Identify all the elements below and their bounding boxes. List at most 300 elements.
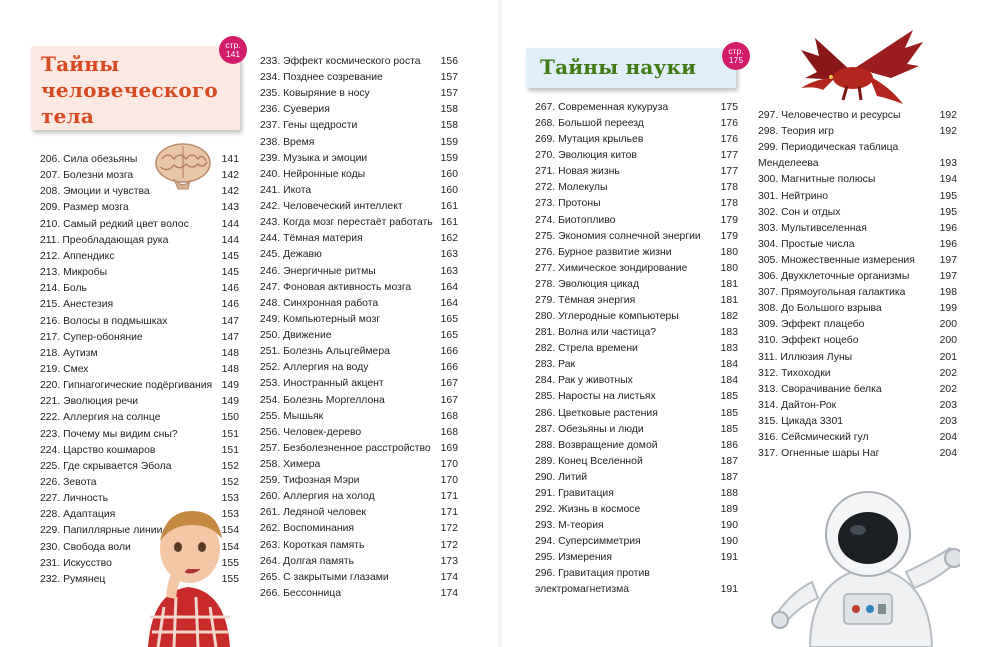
toc-entry-title: 225. Где скрывается Эбола: [40, 460, 172, 472]
toc-entry[interactable]: [535, 311, 738, 325]
toc-entry-title: 221. Эволюция речи: [40, 396, 139, 408]
dragon-illustration: [795, 28, 925, 108]
toc-entry-title: 298. Теория игр: [758, 126, 834, 138]
toc-entry-page: 190: [720, 536, 738, 548]
section-header-science: [526, 48, 736, 88]
toc-entry-page: 197: [939, 254, 957, 266]
badge-page: 141: [225, 49, 241, 59]
toc-entry-title: 232. Румянец: [40, 573, 106, 585]
toc-entry-title: 306. Двухклеточные организмы: [758, 271, 910, 282]
toc-entry-title: 303. Мультивселенная: [758, 222, 867, 234]
toc-entry-page: 142: [221, 186, 239, 198]
toc-entry-title: 215. Анестезия: [40, 299, 114, 311]
toc-entry-page: 179: [720, 230, 738, 242]
toc-entry-title: 251. Болезнь Альцгеймера: [260, 346, 390, 358]
toc-entry-page: 175: [720, 102, 738, 113]
toc-entry[interactable]: [535, 247, 738, 261]
toc-entry[interactable]: [260, 523, 458, 537]
toc-entry-page: 172: [440, 539, 458, 551]
toc-entry[interactable]: [535, 198, 738, 212]
toc-entry-page: 165: [440, 330, 458, 342]
toc-entry-title: 231. Искусство: [40, 557, 112, 569]
toc-entry-page: 177: [720, 166, 738, 178]
toc-entry-title: 241. Икота: [260, 184, 312, 196]
toc-entry-title: 249. Компьютерный мозг: [260, 313, 381, 325]
right-page: [500, 0, 1000, 647]
toc-entry-page: 185: [720, 423, 738, 435]
toc-entry-page: 203: [939, 399, 957, 411]
toc-entry-page: 155: [221, 557, 239, 569]
toc-entry[interactable]: [260, 362, 458, 376]
toc-entry-title: 244. Тёмная материя: [260, 233, 363, 245]
toc-entry-page: 178: [720, 198, 738, 210]
toc-entry[interactable]: [758, 416, 957, 430]
toc-entry-title: 275. Экономия солнечной энергии: [535, 230, 701, 242]
toc-entry[interactable]: [535, 375, 738, 389]
toc-entry[interactable]: [758, 319, 957, 333]
toc-entry-title: 308. До Большого взрыва: [758, 303, 882, 315]
toc-entry[interactable]: [758, 110, 957, 124]
toc-entry-page: 199: [939, 303, 957, 315]
toc-entry-title: 250. Движение: [260, 330, 332, 342]
toc-entry[interactable]: [260, 330, 458, 344]
toc-entry-page: 141: [221, 154, 239, 165]
toc-entry[interactable]: [535, 231, 738, 245]
toc-entry[interactable]: [535, 488, 738, 502]
toc-entry-title: 272. Молекулы: [535, 182, 608, 194]
toc-entry-page: 176: [720, 118, 738, 130]
toc-entry[interactable]: [758, 223, 957, 237]
toc-entry-title: 220. Гипнагогические подёргивания: [40, 380, 213, 392]
toc-entry[interactable]: [758, 303, 957, 317]
toc-entry-title: 305. Множественные измерения: [758, 254, 915, 266]
toc-entry-title: 208. Эмоции и чувства: [40, 186, 150, 198]
toc-entry[interactable]: [260, 346, 458, 360]
toc-entry[interactable]: [260, 217, 458, 231]
toc-entry-title: 214. Боль: [40, 283, 87, 295]
toc-entry-page: 148: [221, 363, 239, 375]
toc-entry-title: 301. Нейтрино: [758, 190, 829, 202]
toc-entry[interactable]: [260, 88, 458, 102]
toc-entry-page: 204: [939, 432, 957, 443]
toc-entry-page: 145: [221, 250, 239, 262]
toc-entry-page: 157: [440, 88, 458, 100]
toc-entry-title: 248. Синхронная работа: [260, 297, 379, 309]
toc-entry-page: 187: [720, 471, 738, 483]
toc-entry[interactable]: [40, 235, 239, 249]
toc-entry-page: 151: [221, 428, 239, 440]
toc-entry[interactable]: [535, 263, 738, 277]
toc-entry-title: Менделеева: [758, 158, 819, 170]
toc-entry-title: 313. Сворачивание белка: [758, 383, 882, 395]
toc-entry[interactable]: [758, 174, 957, 188]
toc-entry[interactable]: [260, 153, 458, 167]
toc-entry-title: 287. Обезьяны и люди: [535, 423, 644, 435]
toc-entry-page: 160: [440, 168, 458, 180]
toc-entry-page: 150: [221, 412, 239, 424]
toc-entry-title: 279. Тёмная энергия: [535, 294, 636, 306]
toc-entry[interactable]: [535, 408, 738, 422]
toc-entry[interactable]: [260, 314, 458, 328]
toc-entry[interactable]: [40, 364, 239, 378]
toc-entry-page: 200: [939, 335, 957, 347]
toc-entry[interactable]: [260, 556, 458, 570]
toc-entry-title: 310. Эффект ноцебо: [758, 335, 859, 347]
toc-entry-page: 144: [221, 234, 239, 246]
toc-entry-page: 149: [221, 396, 239, 408]
toc-entry[interactable]: [535, 215, 738, 229]
toc-entry[interactable]: [260, 185, 458, 199]
badge-page: 175: [728, 55, 744, 65]
toc-entry-page: 164: [440, 281, 458, 293]
toc-entry-page: 184: [720, 359, 738, 371]
toc-entry-page: 194: [939, 174, 957, 186]
toc-entry-page: 155: [221, 573, 239, 585]
toc-entry-title: 238. Время: [260, 136, 315, 148]
toc-entry[interactable]: [40, 493, 239, 507]
toc-entry-page: 192: [939, 126, 957, 138]
toc-entry[interactable]: [40, 299, 239, 313]
toc-entry-title: 260. Аллергия на холод: [260, 491, 375, 503]
toc-entry-title: 210. Самый редкий цвет волос: [40, 218, 189, 230]
toc-entry[interactable]: [260, 120, 458, 134]
toc-entry[interactable]: [758, 400, 957, 414]
toc-entry-title: 264. Долгая память: [260, 555, 355, 567]
toc-entry-page: 151: [221, 444, 239, 456]
toc-entry-title: 261. Ледяной человек: [260, 507, 366, 519]
toc-entry[interactable]: [40, 219, 239, 233]
toc-entry-page: 171: [440, 507, 458, 519]
toc-entry-page: 149: [221, 380, 239, 392]
toc-entry-title: 246. Энергичные ритмы: [260, 265, 376, 277]
toc-entry-page: 196: [939, 238, 957, 250]
toc-entry-title: 273. Протоны: [535, 198, 601, 210]
toc-entry-title: 270. Эволюция китов: [535, 150, 637, 162]
toc-entry-page: 165: [440, 313, 458, 325]
toc-entry-page: 183: [720, 343, 738, 355]
toc-entry-page: 186: [720, 439, 738, 451]
toc-entry-page: 156: [440, 56, 458, 67]
toc-entry-title: 262. Воспоминания: [260, 523, 355, 535]
toc-entry[interactable]: [758, 142, 957, 156]
toc-entry[interactable]: [535, 536, 738, 550]
toc-entry[interactable]: [260, 201, 458, 215]
toc-entry[interactable]: [260, 249, 458, 263]
toc-entry-page: 190: [720, 520, 738, 532]
toc-entry[interactable]: [758, 255, 957, 269]
toc-entry-page: 147: [221, 315, 239, 327]
toc-entry[interactable]: [260, 507, 458, 521]
toc-entry[interactable]: [758, 432, 957, 446]
toc-entry-title: 219. Смех: [40, 363, 89, 375]
toc-entry[interactable]: [535, 182, 738, 196]
toc-entry-page: 192: [939, 110, 957, 121]
toc-entry-title: 227. Личность: [40, 493, 109, 505]
toc-entry-page: 154: [221, 525, 239, 537]
toc-entry-page: 193: [939, 158, 957, 170]
toc-entry[interactable]: [535, 584, 738, 598]
toc-entry[interactable]: [260, 282, 458, 296]
toc-entry[interactable]: [758, 368, 957, 382]
toc-entry[interactable]: [535, 424, 738, 438]
toc-entry-page: 159: [440, 152, 458, 164]
toc-entry-page: 176: [720, 134, 738, 146]
toc-entry-title: 294. Суперсимметрия: [535, 536, 641, 548]
toc-entry-page: 158: [440, 120, 458, 132]
toc-entry-title: 282. Стрела времени: [535, 343, 638, 355]
toc-entry[interactable]: [260, 266, 458, 280]
toc-entry-page: 158: [440, 104, 458, 116]
toc-entry[interactable]: [40, 316, 239, 330]
toc-entry[interactable]: [40, 380, 239, 394]
toc-entry[interactable]: [40, 202, 239, 216]
toc-entry[interactable]: [260, 427, 458, 441]
toc-entry-page: 183: [720, 327, 738, 339]
toc-entry-page: 184: [720, 375, 738, 387]
toc-entry-title: 295. Измерения: [535, 552, 612, 564]
toc-entry-page: 191: [720, 552, 738, 564]
toc-entry-title: 218. Аутизм: [40, 347, 98, 359]
toc-entry[interactable]: [260, 169, 458, 183]
toc-entry-title: 257. Безболезненное расстройство: [260, 442, 431, 454]
toc-entry-page: 163: [440, 249, 458, 261]
toc-entry-page: 153: [221, 493, 239, 505]
toc-entry[interactable]: [260, 588, 458, 602]
toc-entry-title: 256. Человек-дерево: [260, 426, 362, 438]
toc-entry[interactable]: [260, 411, 458, 425]
toc-entry[interactable]: [535, 504, 738, 518]
toc-entry[interactable]: [260, 104, 458, 118]
toc-entry-title: 289. Конец Вселенной: [535, 455, 643, 467]
toc-entry-title: 211. Преобладающая рука: [40, 234, 169, 246]
toc-entry-page: 164: [440, 297, 458, 309]
toc-entry-page: 152: [221, 477, 239, 488]
toc-entry[interactable]: [535, 391, 738, 405]
toc-entry-title: 234. Позднее созревание: [260, 72, 383, 84]
toc-entry-title: 209. Размер мозга: [40, 202, 129, 214]
toc-entry-title: 255. Мышьяк: [260, 410, 324, 422]
toc-entry-title: 237. Гены щедрости: [260, 120, 358, 132]
toc-entry-page: 202: [939, 383, 957, 395]
toc-entry[interactable]: [535, 456, 738, 470]
toc-entry[interactable]: [40, 267, 239, 281]
toc-entry-page: 195: [939, 206, 957, 218]
toc-entry[interactable]: [260, 459, 458, 473]
toc-entry[interactable]: [535, 118, 738, 132]
toc-entry[interactable]: [535, 102, 738, 116]
toc-entry[interactable]: [260, 475, 458, 489]
toc-entry[interactable]: [40, 461, 239, 475]
toc-entry-page: 147: [221, 331, 239, 343]
toc-entry-title: 307. Прямоугольная галактика: [758, 287, 906, 299]
toc-entry-page: 182: [720, 311, 738, 323]
toc-entry-title: 247. Фоновая активность мозга: [260, 281, 412, 293]
toc-entry-title: 206. Сила обезьяны: [40, 154, 138, 165]
toc-entry-page: 191: [720, 584, 738, 596]
toc-entry-title: 309. Эффект плацебо: [758, 319, 865, 331]
toc-entry-title: 283. Рак: [535, 359, 576, 371]
toc-entry-title: электромагнетизма: [535, 584, 630, 596]
toc-entry[interactable]: [535, 327, 738, 341]
toc-entry[interactable]: [260, 378, 458, 392]
toc-entry-page: 167: [440, 378, 458, 390]
toc-entry-page: 204: [939, 448, 957, 460]
toc-entry-page: 142: [221, 170, 239, 182]
toc-entry[interactable]: [758, 271, 957, 285]
toc-entry-title: 229. Папиллярные линии: [40, 525, 163, 537]
toc-entry-title: 228. Адаптация: [40, 509, 116, 521]
toc-entry[interactable]: [260, 298, 458, 312]
toc-entry[interactable]: [40, 251, 239, 265]
toc-entry-page: 172: [440, 523, 458, 535]
toc-entry-title: 216. Волосы в подмышках: [40, 315, 168, 327]
toc-entry-title: 254. Болезнь Моргеллона: [260, 394, 385, 406]
toc-entry-title: 304. Простые числа: [758, 238, 855, 250]
toc-entry-title: 233. Эффект космического роста: [260, 56, 421, 67]
toc-entry-page: 180: [720, 262, 738, 274]
page-badge: [219, 36, 247, 64]
toc-entry-title: 212. Аппендикс: [40, 250, 115, 262]
toc-entry-title: 271. Новая жизнь: [535, 166, 620, 178]
badge-label: стр.: [728, 46, 744, 56]
toc-entry[interactable]: [758, 448, 957, 462]
toc-entry-page: 144: [221, 218, 239, 230]
toc-entry[interactable]: [758, 239, 957, 253]
toc-entry-page: 148: [221, 347, 239, 359]
toc-entry[interactable]: [260, 491, 458, 505]
toc-entry-title: 245. Дежавю: [260, 249, 322, 261]
toc-entry-title: 265. С закрытыми глазами: [260, 571, 389, 583]
toc-entry[interactable]: [535, 440, 738, 454]
toc-entry[interactable]: [260, 395, 458, 409]
toc-entry[interactable]: [535, 134, 738, 148]
toc-entry-page: 163: [440, 265, 458, 277]
toc-entry[interactable]: [40, 445, 239, 459]
toc-entry-page: 153: [221, 509, 239, 521]
toc-entry-title: 299. Периодическая таблица: [758, 142, 899, 154]
toc-entry[interactable]: [40, 412, 239, 426]
toc-entry-title: 223. Почему мы видим сны?: [40, 428, 178, 440]
toc-entry-page: 195: [939, 190, 957, 202]
toc-entry-page: 180: [720, 246, 738, 258]
toc-entry-title: 312. Тихоходки: [758, 367, 831, 379]
toc-entry-title: 222. Аллергия на солнце: [40, 412, 161, 424]
toc-entry[interactable]: [260, 540, 458, 554]
toc-entry-title: 281. Волна или частица?: [535, 327, 657, 339]
toc-entry-page: 161: [440, 217, 458, 229]
toc-entry-page: 168: [440, 410, 458, 422]
toc-entry[interactable]: [535, 359, 738, 373]
toc-entry-page: 185: [720, 391, 738, 403]
toc-entry[interactable]: [758, 207, 957, 221]
toc-entry[interactable]: [260, 56, 458, 70]
toc-entry[interactable]: [40, 283, 239, 297]
toc-entry-title: 259. Тифозная Мэри: [260, 475, 360, 487]
toc-entry-title: 285. Наросты на листьях: [535, 391, 656, 403]
toc-entry[interactable]: [535, 343, 738, 357]
toc-entry-title: 284. Рак у животных: [535, 375, 633, 387]
toc-entry-title: 314. Дайтон-Рок: [758, 399, 837, 411]
toc-entry-page: 166: [440, 346, 458, 358]
toc-entry-title: 266. Бессонница: [260, 587, 342, 599]
toc-entry-page: 202: [939, 367, 957, 379]
toc-entry[interactable]: [40, 396, 239, 410]
toc-entry[interactable]: [260, 572, 458, 586]
toc-entry-page: 168: [440, 426, 458, 438]
toc-entry[interactable]: [260, 443, 458, 457]
toc-entry[interactable]: [260, 233, 458, 247]
toc-entry[interactable]: [40, 477, 239, 491]
toc-entry-page: 152: [221, 460, 239, 472]
toc-entry-title: 213. Микробы: [40, 267, 108, 279]
toc-entry[interactable]: [535, 520, 738, 534]
toc-entry-page: 161: [440, 201, 458, 213]
toc-entry-page: 159: [440, 136, 458, 148]
toc-entry[interactable]: [260, 137, 458, 151]
toc-entry[interactable]: [535, 150, 738, 164]
section-title: Тайны науки: [540, 55, 697, 79]
toc-entry-title: 252. Аллергия на воду: [260, 362, 369, 374]
toc-entry-page: 173: [440, 555, 458, 567]
toc-entry[interactable]: [535, 472, 738, 486]
astronaut-illustration: [770, 472, 960, 647]
toc-entry-page: 185: [720, 407, 738, 419]
toc-entry[interactable]: [40, 332, 239, 346]
toc-entry-page: 157: [440, 72, 458, 84]
toc-entry[interactable]: [535, 279, 738, 293]
toc-entry-page: 198: [939, 287, 957, 299]
toc-entry-page: 146: [221, 283, 239, 295]
toc-entry-title: 242. Человеческий интеллект: [260, 201, 403, 213]
toc-entry[interactable]: [535, 568, 738, 582]
toc-entry-page: 145: [221, 267, 239, 279]
toc-entry[interactable]: [260, 72, 458, 86]
toc-entry-page: 187: [720, 455, 738, 467]
toc-entry[interactable]: [40, 348, 239, 362]
toc-entry-page: 181: [720, 294, 738, 306]
toc-entry-title: 316. Сейсмический гул: [758, 432, 869, 443]
toc-entry[interactable]: [758, 287, 957, 301]
toc-entry-title: 207. Болезни мозга: [40, 170, 134, 182]
toc-entry-title: 315. Цикада 3301: [758, 415, 843, 427]
toc-entry-page: 188: [720, 487, 738, 499]
toc-entry-page: 178: [720, 182, 738, 194]
toc-entry[interactable]: [758, 126, 957, 140]
toc-entry-title: 277. Химическое зондирование: [535, 262, 688, 274]
toc-entry-page: 162: [440, 233, 458, 245]
toc-entry[interactable]: [758, 158, 957, 172]
toc-entry-title: 290. Литий: [535, 471, 588, 483]
toc-entry-page: 143: [221, 202, 239, 214]
toc-entry[interactable]: [758, 352, 957, 366]
toc-entry[interactable]: [535, 295, 738, 309]
toc-entry[interactable]: [758, 384, 957, 398]
section-title: Тайны человеческого тела: [41, 52, 218, 128]
toc-entry-page: 160: [440, 184, 458, 196]
toc-entry-title: 293. М-теория: [535, 520, 604, 532]
toc-entry-title: 253. Иностранный акцент: [260, 378, 384, 390]
toc-entry[interactable]: [535, 166, 738, 180]
toc-entry-title: 268. Большой переезд: [535, 118, 644, 130]
section-header-human-body: [31, 46, 240, 130]
toc-entry[interactable]: [758, 335, 957, 349]
toc-entry-title: 235. Ковыряние в носу: [260, 88, 370, 100]
toc-entry[interactable]: [535, 552, 738, 566]
toc-entry[interactable]: [40, 429, 239, 443]
toc-entry-title: 236. Суеверия: [260, 104, 330, 116]
toc-entry[interactable]: [758, 191, 957, 205]
brain-illustration: [152, 141, 214, 191]
